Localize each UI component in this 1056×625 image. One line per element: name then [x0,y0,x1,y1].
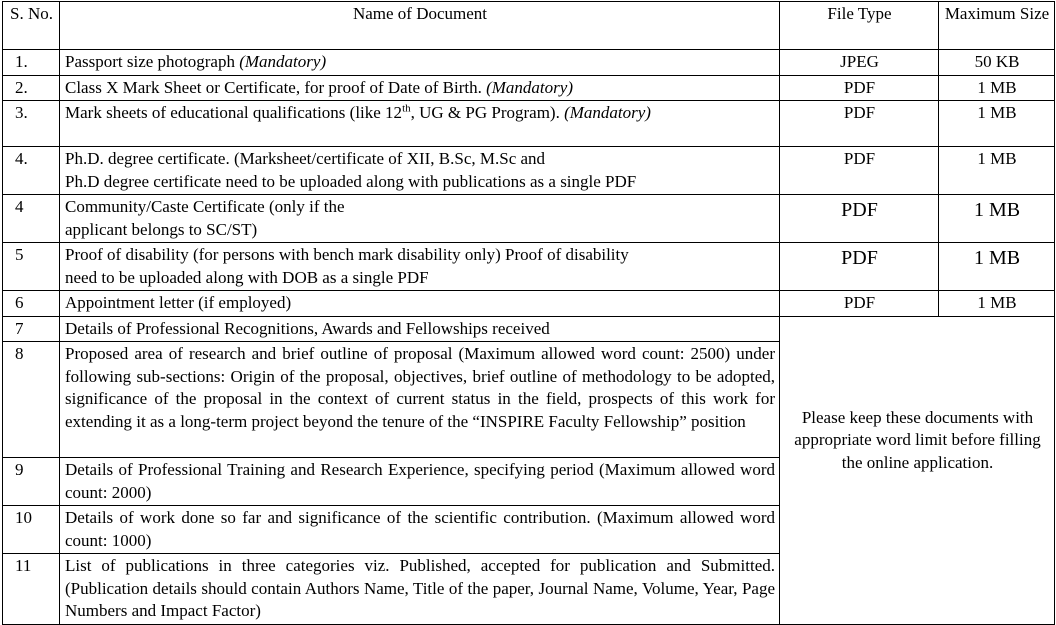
row-name: Class X Mark Sheet or Certificate, for proof of Date of Birth. (Mandatory) [60,75,780,101]
table-row [3,147,1055,195]
row-sno: 4. [3,147,60,195]
row-file-type: PDF [780,147,939,195]
row-file-type: PDF [780,195,939,243]
row-sno: 9 [3,458,60,506]
row-name: Details of Professional Recognitions, Awards and Fellowships received [60,316,780,342]
row-name: Details of Professional Training and Research Experience, specifying period (Maximum allowed word count: 2000) [60,458,780,506]
row-name: Proposed area of research and brief outline of proposal (Maximum allowed word count: 2500) under following sub-sections: Origin of the proposal, objectives, brief outline of methodology to be adopted, significance of the proposal in the context of current status in the field, prospects of this work for extending it as a long-term project beyond the tenure of the “INSPIRE Faculty Fellowship” position [60,342,780,458]
row-name: Appointment letter (if employed) [60,291,780,317]
row-name: Proof of disability (for persons with bench mark disability only) Proof of disability need to be uploaded along with DOB as a single PDF [60,243,780,291]
row-sno: 4 [3,195,60,243]
row-name: List of publications in three categories viz. Published, accepted for publication and Submitted. (Publication details should contain Authors Name, Title of the paper, Journal Name, Volume, Year, Page Numbers and Impact Factor) [60,554,780,625]
row-sno: 11 [3,554,60,625]
table-row [3,243,1055,291]
table-row [3,195,1055,243]
row-sno: 6 [3,291,60,317]
header-sno: S. No. [3,2,60,50]
row-sno: 7 [3,316,60,342]
documents-table [2,1,1055,625]
table-row [3,50,1055,76]
row-name: Mark sheets of educational qualifications (like 12th, UG & PG Program). (Mandatory) [60,101,780,147]
row-file-type: JPEG [780,50,939,76]
table-row [3,75,1055,101]
table-row [3,316,1055,342]
table-row [3,101,1055,147]
row-sno: 8 [3,342,60,458]
row-file-type: PDF [780,75,939,101]
row-sno: 10 [3,506,60,554]
note-cell: Please keep these documents with appropriate word limit before filling the online application. [780,316,1055,624]
row-name: Details of work done so far and significance of the scientific contribution. (Maximum allowed word count: 1000) [60,506,780,554]
row-max-size: 1 MB [939,195,1055,243]
row-max-size: 1 MB [939,75,1055,101]
row-sno: 3. [3,101,60,147]
header-row [3,2,1055,50]
row-name: Community/Caste Certificate (only if the applicant belongs to SC/ST) [60,195,780,243]
header-file-type: File Type [780,2,939,50]
row-max-size: 50 KB [939,50,1055,76]
header-name: Name of Document [60,2,780,50]
row-max-size: 1 MB [939,291,1055,317]
row-file-type: PDF [780,243,939,291]
header-max-size: Maximum Size [939,2,1055,50]
table-row [3,291,1055,317]
row-sno: 1. [3,50,60,76]
row-name: Ph.D. degree certificate. (Marksheet/certificate of XII, B.Sc, M.Sc and Ph.D degree certificate need to be uploaded along with publications as a single PDF [60,147,780,195]
row-max-size: 1 MB [939,147,1055,195]
row-file-type: PDF [780,291,939,317]
row-sno: 2. [3,75,60,101]
row-max-size: 1 MB [939,101,1055,147]
row-file-type: PDF [780,101,939,147]
row-max-size: 1 MB [939,243,1055,291]
row-name: Passport size photograph (Mandatory) [60,50,780,76]
row-sno: 5 [3,243,60,291]
